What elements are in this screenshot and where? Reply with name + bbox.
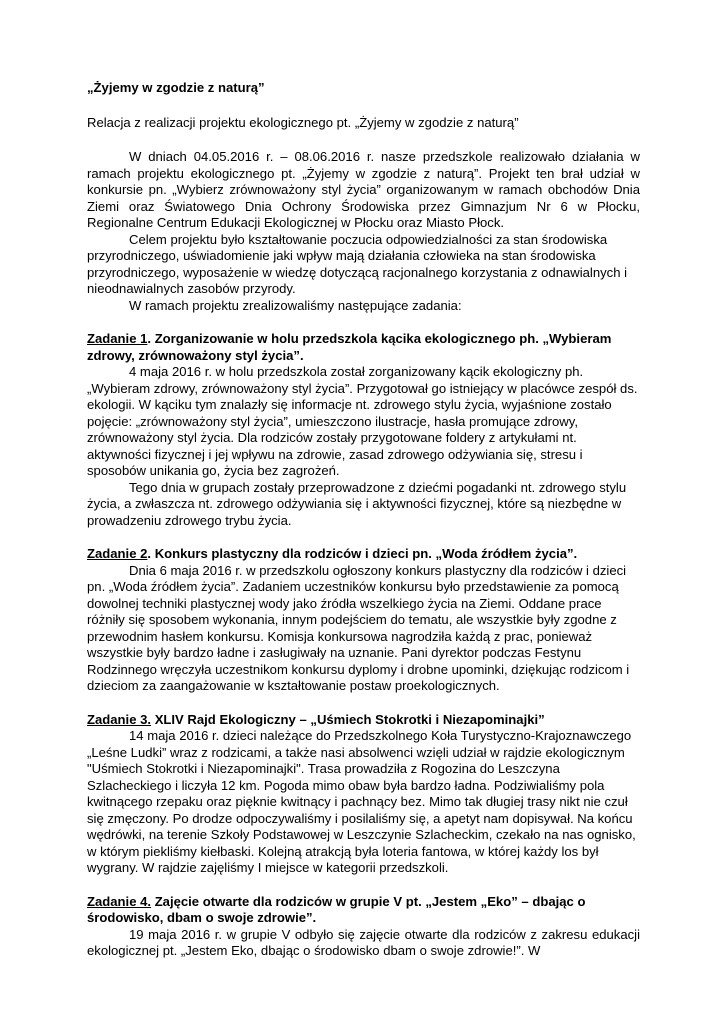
task-4-heading: [87, 894, 640, 927]
task-3-title: XLIV Rajd Ekologiczny – „Uśmiech Stokrotki i Niezapominajki”: [154, 711, 545, 727]
intro-paragraph: W dniach 04.05.2016 r. – 08.06.2016 r. nasze przedszkole realizowało działania w ramach projektu ekologicznego pt. „Żyjemy w zgodzie z naturą”. Projekt ten brał udział w konkursie pn. „Wybierz zrównoważony styl życia” organizowanym w ramach obchodów Dnia Ziemi oraz Światowego Dnia Ochrony Środowiska przez Gimnazjum Nr 6 w Płocku, Regionalne Centrum Edukacji Ekologicznej w Płocku oraz Miasto Płock.: [87, 149, 640, 230]
task-3-label: Zadanie 3.: [87, 711, 152, 727]
document-subtitle: Relacja z realizacji projektu ekologicznego pt. „Żyjemy w zgodzie z naturą”: [87, 114, 519, 130]
task-4-title: Zajęcie otwarte dla rodziców w grupie V pt. „Jestem „Eko” – dbając o środowisko, dbam o swoje zdrowie”.: [87, 893, 586, 925]
task-2-title: Konkurs plastyczny dla rodziców i dzieci pn. „Woda źródłem życia”.: [154, 546, 578, 561]
intro-paragraph: W ramach projektu zrealizowaliśmy następujące zadania:: [129, 297, 462, 313]
task-1-paragraph: Tego dnia w grupach zostały przeprowadzone z dziećmi pogadanki nt. zdrowego stylu życia, a zwłaszcza nt. zdrowego odżywiania się i aktywności fizycznej, które są niezbędne w prowadzeniu zdrowego trybu życia.: [87, 479, 627, 528]
document-title: „Żyjemy w zgodzie z naturą”: [87, 80, 265, 95]
task-2-label: Zadanie 2: [87, 546, 148, 561]
intro-paragraph: Celem projektu było kształtowanie poczucia odpowiedzialności za stan środowiska przyrodniczego, uświadomienie jaki wpływ mają działania człowieka na stan środowiska przyrodniczego, wyposażenie w wiedzę dotyczącą racjonalnego korzystania z odnawialnych i nieodnawialnych zasobów przyrody.: [87, 231, 628, 296]
task-1-paragraph: 4 maja 2016 r. w holu przedszkola został zorganizowany kącik ekologiczny ph. „Wybieram zdrowy, zrównoważony styl życia”. Przygotował go istniejący w placówce zespół ds. ekologii. W kąciku tym znalazły się informacje nt. zdrowego stylu życia, wyjaśnione zostało pojęcie: „zrównoważony styl życia”, umieszczono ilustracje, hasła promujące zdrowy, zrównoważony styl życia. Dla rodziców zostały przygotowane foldery z artykułami nt. aktywności fizycznej i jej wpływu na zdrowie, zasad zdrowego odżywiania się, stresu i sposobów unikania go, życia bez zagrożeń.: [87, 364, 638, 478]
task-1-title: Zorganizowanie w holu przedszkola kącika ekologicznego ph. „Wybieram zdrowy, zrównoważony styl życia”.: [87, 331, 612, 363]
task-2-paragraph: Dnia 6 maja 2016 r. w przedszkolu ogłoszony konkurs plastyczny dla rodziców i dzieci pn. „Woda źródłem życia”. Zadaniem uczestników konkursu było przedstawienie za pomocą dowolnej techniki plastycznej wody jako źródła wszelkiego życia na Ziemi. Oddane prace różniły się sposobem wykonania, innym podejściem do tematu, ale wszystkie były zgodne z przewodnim hasłem konkursu. Komisja konkursowa nagrodziła każdą z prac, ponieważ wszystkie były bardzo ładne i zasługiwały na uznanie. Pani dyrektor podczas Festynu Rodzinnego wręczyła uczestnikom konkursu dyplomy i drobne upominki, dziękując rodzicom i dzieciom za zaangażowanie w kształtowanie postaw proekologicznych.: [87, 562, 630, 693]
task-3-heading: [87, 712, 640, 729]
task-1-heading: [87, 331, 640, 364]
task-2-separator: .: [147, 546, 155, 561]
document-page: [87, 80, 640, 960]
task-1-label: Zadanie 1: [87, 331, 148, 346]
task-3-paragraph: 14 maja 2016 r. dzieci należące do Przedszkolnego Koła Turystyczno-Krajoznawczego „Leśne Ludki” wraz z rodzicami, a także nasi absolwenci wzięli udział w rajdzie ekologicznym "Uśmiech Stokrotki i Niezapominajki". Trasa prowadziła z Rogozina do Leszczyna Szlacheckiego i liczyła 12 km. Pogoda mimo obaw była bardzo ładna. Podziwialiśmy pola kwitnącego rzepaku oraz pięknie kwitnący i pachnący bez. Mimo tak długiej trasy nikt nie czuł się zmęczony. Po drodze odpoczywaliśmy i posilaliśmy się, a apetyt nam dopisywał. Na końcu wędrówki, na terenie Szkoły Podstawowej w Leszczynie Szlacheckim, czekało na nas ognisko, w którym piekliśmy kiełbaski. Kolejną atrakcją była loteria fantowa, w której każdy los był wygrany. W rajdzie zajęliśmy I miejsce w kategorii przedszkoli.: [87, 728, 636, 875]
task-2-heading: [87, 546, 640, 563]
task-4-label: Zadanie 4.: [87, 893, 152, 909]
task-4-paragraph: 19 maja 2016 r. w grupie V odbyło się zajęcie otwarte dla rodziców z zakresu edukacji ekologicznej pt. „Jestem Eko, dbając o środowisko dbam o swoje zdrowie!”. W: [87, 926, 640, 958]
task-1-separator: .: [147, 331, 155, 346]
